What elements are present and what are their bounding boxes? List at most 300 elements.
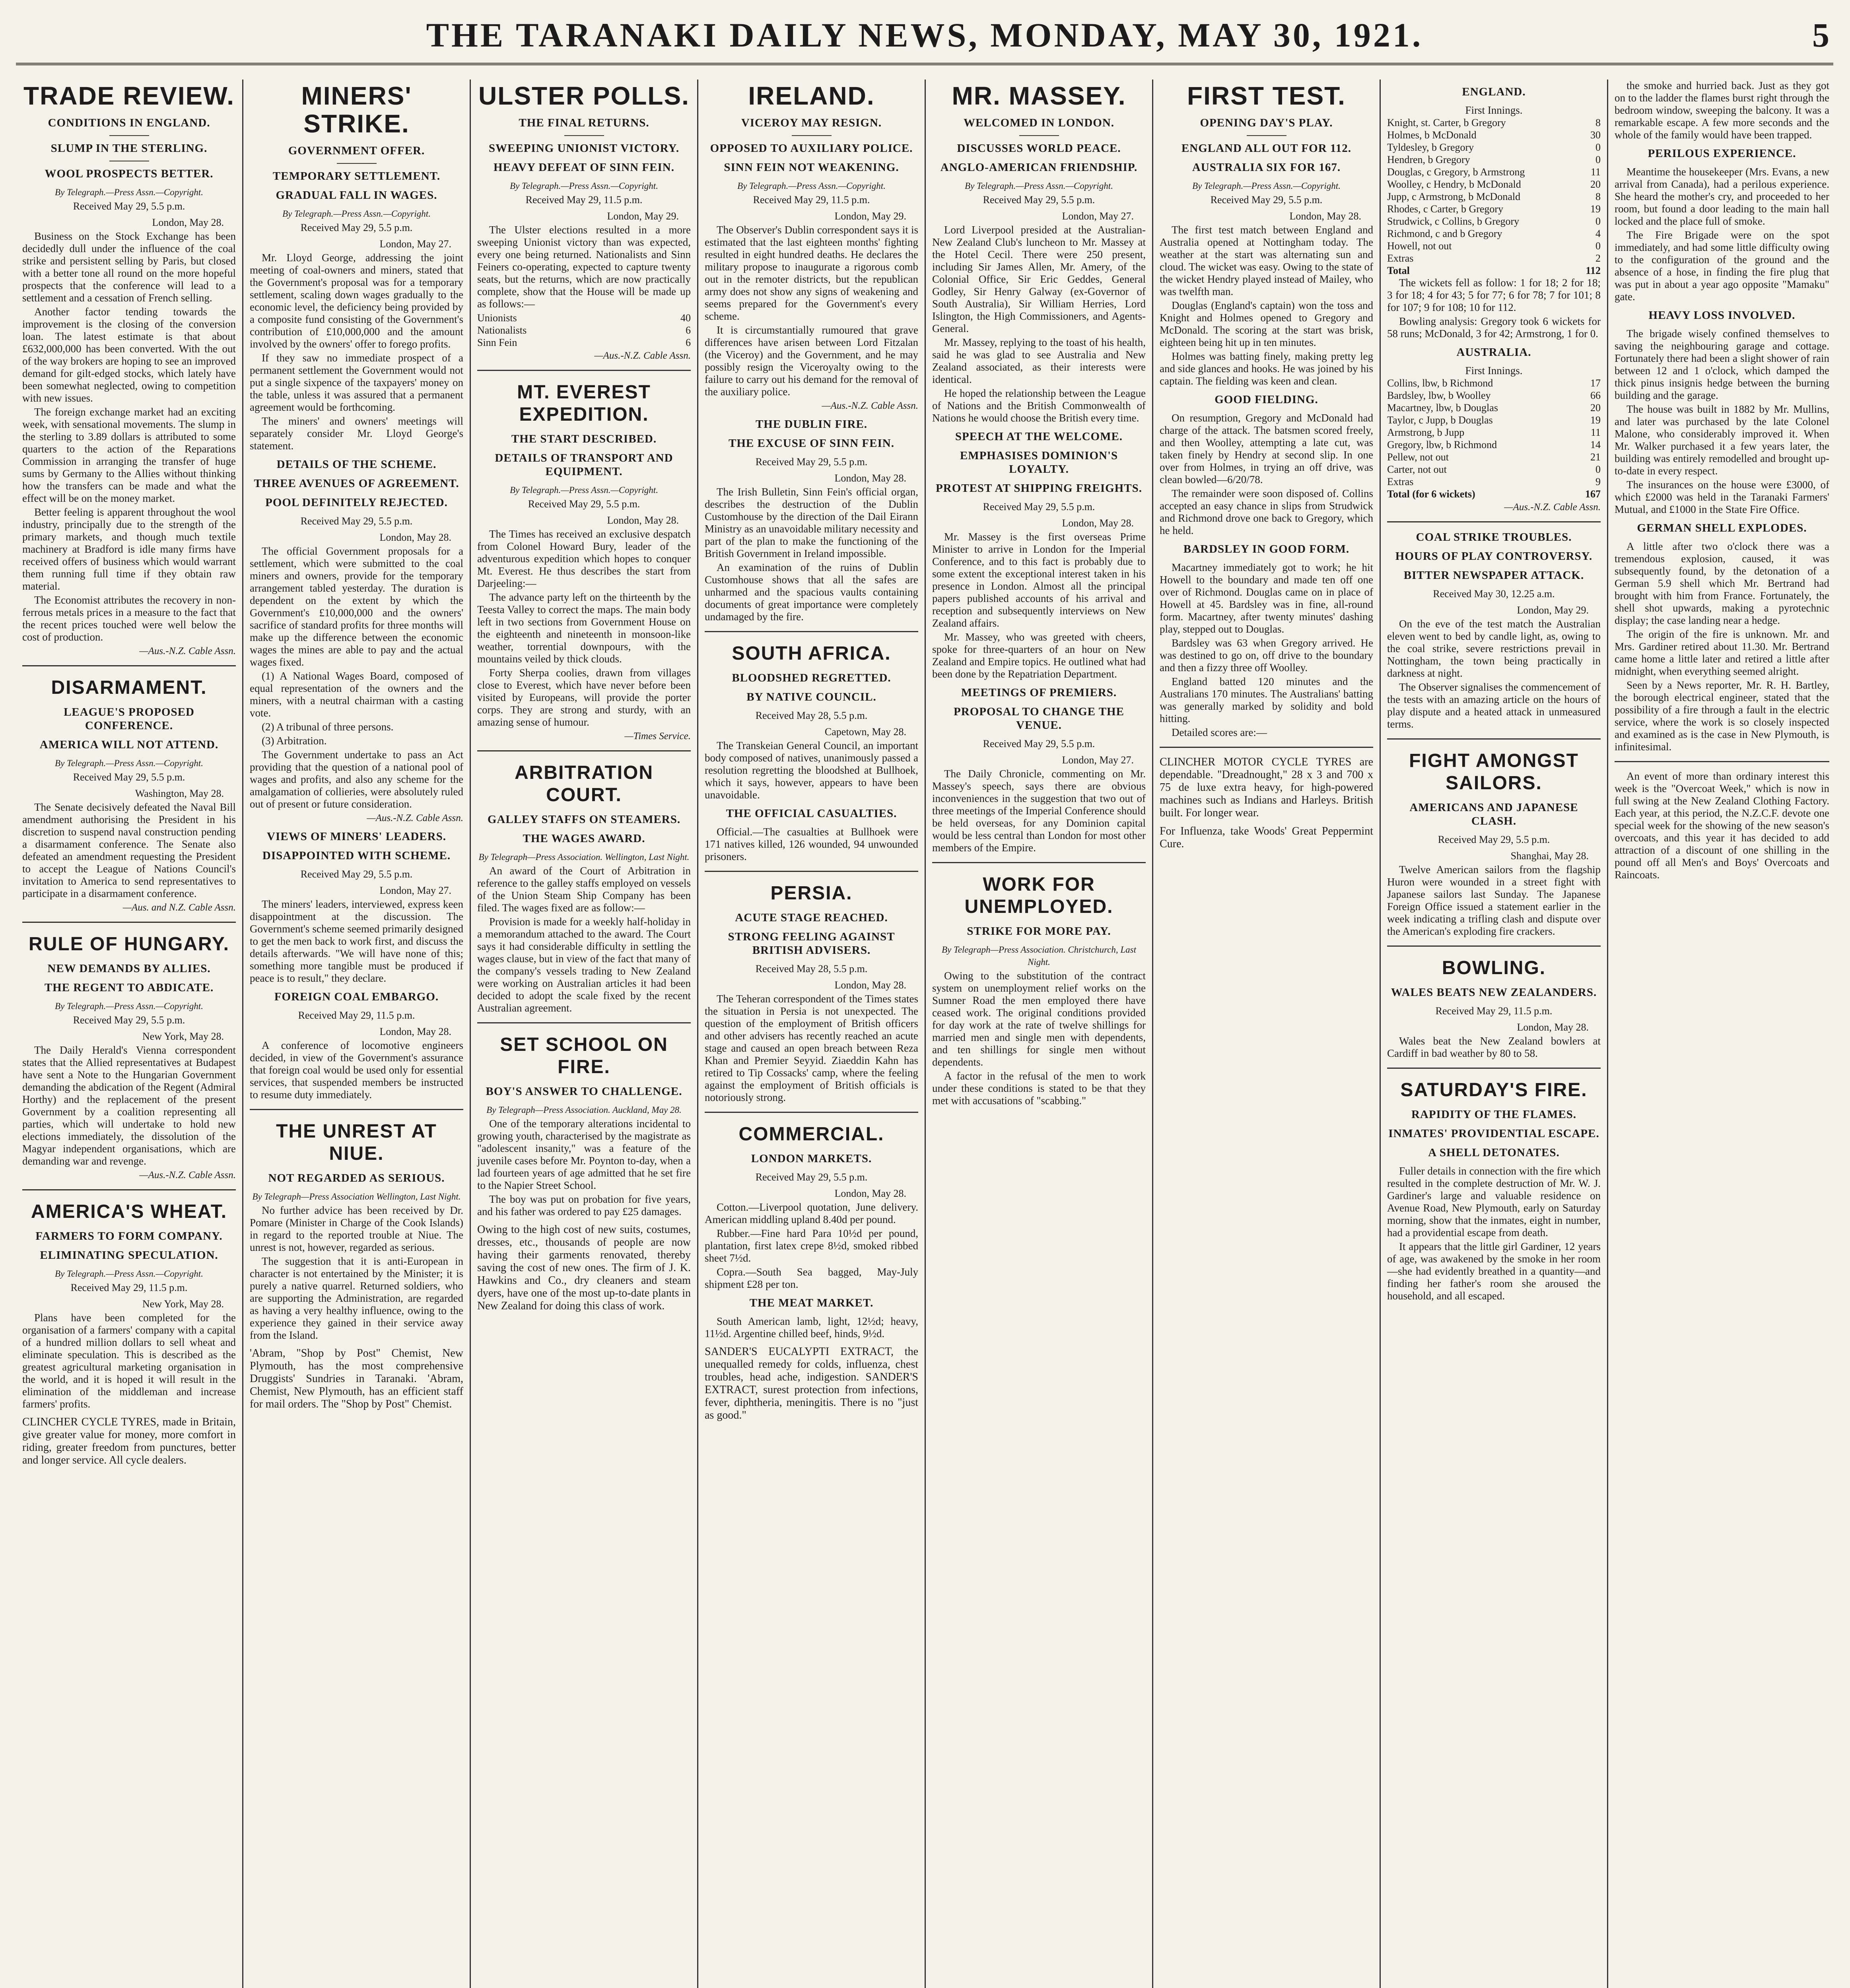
runs-value: 19 (1590, 203, 1601, 215)
paragraph: It appears that the little girl Gardiner, 12 years of age, was awakened by the smoke in her room—she had evidently breathed in a quantity—and finding her father's room she aroused the household, and all escaped. (1387, 1241, 1601, 1302)
paragraph: Fuller details in connection with the fire which resulted in the complete destruction of Mr. W. J. Gardiner's large and valuable residence on Avenue Road, New Plymouth, early on Saturday morning, show that the inmates, eight in number, had a providential escape from death. (1387, 1165, 1601, 1239)
signature: —Aus.-N.Z. Cable Assn. (1504, 502, 1601, 513)
separator (1615, 761, 1829, 762)
byline: By Telegraph.—Press Assn.—Copyright. (55, 1001, 203, 1011)
batsman-entry: Rhodes, c Carter, b Gregory (1387, 203, 1504, 215)
byline: By Telegraph.—Press Assn.—Copyright. (55, 1269, 203, 1279)
paragraph: Bardsley was 63 when Gregory arrived. He was destined to go on, off drive to the boundary and then a fizzy three off Woolley. (1160, 637, 1373, 674)
subhead: GALLEY STAFFS ON STEAMERS. (487, 813, 681, 826)
subhead: ENGLAND ALL OUT FOR 112. (1181, 142, 1352, 155)
paragraph: Mr. Massey is the first overseas Prime Minister to arrive in London for the Imperial Conference, and to this fact is probably due to some extent the exceptional interest taken in his presence in London. Almost all the principal papers published accounts of his arrival and reception and subsequently interviews on New Zealand affairs. (932, 531, 1146, 629)
dateline: London, May 28. (379, 1026, 451, 1037)
table-row (1387, 240, 1601, 252)
england-total (1387, 264, 1601, 277)
subhead: FOREIGN COAL EMBARGO. (274, 990, 439, 1003)
byline: By Telegraph—Press Association. Wellington, Last Night. (478, 852, 690, 862)
received-line: Received May 29, 5.5 p.m. (73, 1014, 185, 1026)
subhead: THE DUBLIN FIRE. (755, 418, 868, 431)
separator (1387, 521, 1601, 522)
advertisement: CLINCHER CYCLE TYRES, made in Britain, give greater value for money, more comfort in riding, greater freedom from punctures, better and longer service. All cycle dealers. (22, 1416, 236, 1466)
subhead: WELCOMED IN LONDON. (963, 116, 1115, 129)
received-line: Received May 29, 5.5 p.m. (983, 194, 1095, 206)
column-5 (926, 80, 1153, 1988)
columns (16, 80, 1837, 1988)
batsman-entry: Pellew, not out (1387, 451, 1449, 463)
paragraph: The insurances on the house were £3000, of which £2000 was held in the Taranaki Farmers' Mutual, and £1000 in the State Fire Office. (1615, 479, 1829, 515)
paragraph: Copra.—South Sea bagged, May-July shipment £28 per ton. (705, 1266, 918, 1290)
table-row (1387, 153, 1601, 166)
paragraph: The miners' leaders, interviewed, express keen disappointment at the discussion. The Government's scheme seemed primarily designed to get the men back to work first, and discuss the details afterwards. "We will have none of this; something more tangible must be produced if peace is to result," they declare. (250, 898, 463, 984)
subhead: AMERICANS AND JAPANESE CLASH. (1409, 801, 1578, 827)
separator (22, 922, 236, 923)
advertisement: SANDER'S EUCALYPTI EXTRACT, the unequalled remedy for colds, influenza, chest troubles, head ache, indigestion. SANDER'S EXTRACT, surest protection from infections, fever, diphtheria, meningitis. There is no "just as good." (705, 1345, 918, 1421)
paragraph: An award of the Court of Arbitration in reference to the galley staffs employed on vessels of the Union Steam Ship Company has been filed. The wages fixed are as follow:— (477, 865, 691, 914)
batsman-entry: Richmond, c and b Gregory (1387, 228, 1502, 239)
subhead: ACUTE STAGE REACHED. (735, 911, 888, 924)
table-row (1387, 377, 1601, 389)
paragraph: An examination of the ruins of Dublin Customhouse shows that all the safes are unharmed and the spacious vaults containing documents of great importance were completely undamaged by the fire. (705, 561, 918, 623)
list-item: (1) A National Wages Board, composed of equal representation of the owners and the miners, with a neutral chairman with a casting vote. (250, 670, 463, 719)
paragraph: Mr. Massey, who was greeted with cheers, spoke for three-quarters of an hour on New Zealand and Empire topics. He outlined what had been done by the Repatriation Department. (932, 631, 1146, 680)
column-1 (16, 80, 243, 1988)
australia-scorecard (1387, 377, 1601, 488)
paragraph: Douglas (England's captain) won the toss and Knight and Holmes opened to Gregory and McDonald. The scoring at the start was brisk, eighteen being hit up in ten minutes. (1160, 299, 1373, 348)
table-row (1387, 439, 1601, 451)
paragraph: The suggestion that it is anti-European in character is not entertained by the Minister; it is purely a native quarrel. Returned soldiers, who are supporting the Administration, are regarded as having a very healthy influence, owing to the experience they gained in their service away from the Island. (250, 1255, 463, 1341)
paragraph: The Observer's Dublin correspondent says it is estimated that the last eighteen months' fighting resulted in eight hundred deaths. He declares the military propose to inaugurate a rigorous comb out in the remoter districts, but the republican army does not show any signs of weakening and seems prepared for the Government's every scheme. (705, 224, 918, 322)
page-number: 5 (1812, 16, 1829, 54)
received-line: Received May 28, 5.5 p.m. (755, 963, 868, 975)
headline-miners-strike: MINERS' STRIKE. (301, 82, 412, 138)
batsman-entry: Gregory, lbw, b Richmond (1387, 439, 1497, 450)
paragraph: The brigade wisely confined themselves to saving the neighbouring garage and cottage. Fortunately there had been a slight shower of rain between 12 and 1 o'clock, which damped the thick pinus insignis hedge between the burning building and the garage. (1615, 328, 1829, 401)
table-row (1387, 463, 1601, 476)
headline-hungary: RULE OF HUNGARY. (29, 934, 229, 955)
received-line: Received May 29, 11.5 p.m. (753, 194, 870, 206)
paragraph: Holmes was batting finely, making pretty leg and side glances and hooks. He was joined by his captain. The fielding was keen and clean. (1160, 350, 1373, 387)
paragraph: The Transkeian General Council, an important body composed of natives, unanimously passed a resolution regretting the bloodshed at Bullhoek, which it says, however, appears to have been unavoidable. (705, 740, 918, 801)
subhead: THE EXCUSE OF SINN FEIN. (729, 437, 894, 450)
column-6 (1153, 80, 1381, 1988)
dateline: London, May 27. (379, 238, 451, 250)
subhead: OPPOSED TO AUXILIARY POLICE. (710, 142, 913, 155)
paragraph: The house was built in 1882 by Mr. Mullins, and later was purchased by the late Colonel Malone, who considerably improved it. When Mr. Walker purchased it a few years later, the building was entirely remodelled and brought up-to-date in every respect. (1615, 403, 1829, 477)
paragraph: The official Government proposals for a settlement, which were submitted to the coal miners and owners, provide for the temporary arrangement tabled yesterday. The duration is dependent on the extent by which the Government's £10,000,000 and the owners' sacrifice of standard profits for three months will make up the difference between the economic wages the mines are able to pay and the actual wages fixed. (250, 545, 463, 668)
subhead: BOY'S ANSWER TO CHALLENGE. (486, 1085, 682, 1098)
headline-everest: MT. EVEREST EXPEDITION. (517, 382, 651, 425)
australia-total (1387, 488, 1601, 500)
newspaper-title: THE TARANAKI DAILY NEWS, MONDAY, MAY 30, 1921. (426, 16, 1423, 54)
paragraph: If they saw no immediate prospect of a permanent settlement the Government would not put a single sixpence of the taxpayers' money on the table, unless it was assured that a permanent agreement would be forthcoming. (250, 352, 463, 413)
headline-saturday-fire: SATURDAY'S FIRE. (1400, 1079, 1588, 1101)
subhead: HOURS OF PLAY CONTROVERSY. (1395, 550, 1593, 563)
paragraph: The boy was put on probation for five years, and his father was ordered to pay £25 damages. (477, 1193, 691, 1217)
headline-bowling: BOWLING. (1442, 957, 1546, 978)
dateline: New York, May 28. (142, 1298, 224, 1310)
results-table (477, 312, 691, 349)
paragraph: The Daily Herald's Vienna correspondent states that the Allied representatives at Budapest have sent a Note to the Hungarian Government demanding the abdication of the Regent (Admiral Horthy) and the replacement of the present Government by a coalition representing all parties, which will undertake to hold new elections immediately, the dissolution of the Magyar independent organisations, which are demanding war and revenge. (22, 1044, 236, 1167)
runs-value: 0 (1595, 240, 1601, 252)
received-line: Received May 29, 5.5 p.m. (300, 868, 413, 880)
runs-value: 0 (1595, 215, 1601, 227)
paragraph: The Observer signalises the commencement of the tests with an amazing article on the hours of play dispute and a heated attack in unmeasured terms. (1387, 681, 1601, 730)
party-name: Nationalists (477, 324, 527, 336)
paragraph: On resumption, Gregory and McDonald had charge of the attack. The batsmen scored freely, and then Woolley, attempting a late cut, was taken finely by Hendry at second slip. In one over from Holmes, in trying an off drive, was clean bowled—6/20/78. (1160, 412, 1373, 485)
list-item: (2) A tribunal of three persons. (262, 721, 394, 733)
subhead: A SHELL DETONATES. (1428, 1146, 1560, 1159)
subhead: SINN FEIN NOT WEAKENING. (724, 161, 899, 174)
subhead: THE WAGES AWARD. (523, 832, 645, 845)
dateline: London, May 27. (1062, 754, 1134, 766)
runs-value: 9 (1595, 476, 1601, 487)
paragraph: Detailed scores are:— (1172, 726, 1267, 738)
paragraph: Cotton.—Liverpool quotation, June delivery. American middling upland 8.40d per pound. (705, 1201, 918, 1225)
table-row (1387, 116, 1601, 129)
received-line: Received May 29, 11.5 p.m. (525, 194, 643, 206)
subhead: AMERICA WILL NOT ATTEND. (39, 738, 219, 751)
received-line: Received May 29, 5.5 p.m. (983, 501, 1095, 513)
table-row (1387, 426, 1601, 439)
table-row (1387, 264, 1601, 277)
separator (705, 631, 918, 632)
separator (477, 750, 691, 751)
paragraph: Meantime the housekeeper (Mrs. Evans, a new arrival from Canada), had a perilous experience. She heard the mother's cry, and proceeded to her room, but found a door leading to the main hall locked and the place full of smoke. (1615, 166, 1829, 227)
batsman-entry: Holmes, b McDonald (1387, 129, 1477, 141)
signature: —Aus.-N.Z. Cable Assn. (139, 1170, 236, 1180)
table-row (477, 312, 691, 324)
runs-value: 14 (1590, 439, 1601, 450)
headline-school-fire: SET SCHOOL ON FIRE. (500, 1034, 668, 1077)
batsman-entry: Tyldesley, b Gregory (1387, 142, 1474, 153)
subhead: BY NATIVE COUNCIL. (746, 691, 876, 703)
innings-label: First Innings. (1465, 104, 1523, 116)
subhead: DETAILS OF THE SCHEME. (276, 458, 437, 471)
subhead: NOT REGARDED AS SERIOUS. (268, 1172, 445, 1184)
paragraph: The Senate decisively defeated the Naval Bill amendment authorising the President in his discretion to suspend naval construction pending a disarmament conference. The Senate also defeated an amendment requesting the President to accept the League of Nations Council's invitation to America to send representatives to participate in a disarmament conference. (22, 801, 236, 899)
paragraph: On the eve of the test match the Australian eleven went to bed by candle light, as, owing to the coal strike, severe restrictions prevail in Nottingham, the town being practically in darkness at night. (1387, 618, 1601, 679)
paragraph: The miners' and owners' meetings will separately consider Mr. Lloyd George's statement. (250, 415, 463, 452)
received-line: Received May 29, 5.5 p.m. (755, 1171, 868, 1183)
runs-value: 20 (1590, 179, 1601, 190)
runs-value: 8 (1595, 117, 1601, 128)
paragraph: Rubber.—Fine hard Para 10½d per pound, plantation, first latex crepe 8½d, smoked ribbed sheet 7½d. (705, 1227, 918, 1264)
paragraph: Better feeling is apparent throughout the wool industry, principally due to the strength of the primary markets, and though much textile machinery at Bradford is idle many firms have received offers of business which would warrant them running full time if they obtain raw material. (22, 506, 236, 592)
total-value: 112 (1586, 265, 1601, 276)
batsman-entry: Collins, lbw, b Richmond (1387, 377, 1493, 389)
paragraph: Owing to the substitution of the contract system on unemployment relief works on the Sumner Road the men employed there have ceased work. The original conditions provided for day work at the rate of twelve shillings for married men and single men with dependents, and ten shillings for single men without dependents. (932, 970, 1146, 1068)
dateline: London, May 29. (834, 210, 906, 222)
dateline: London, May 28. (1289, 210, 1361, 222)
runs-value: 19 (1590, 414, 1601, 426)
subhead: SWEEPING UNIONIST VICTORY. (488, 142, 680, 155)
batsman-entry: Strudwick, c Collins, b Gregory (1387, 215, 1520, 227)
headline-unrest-niue: THE UNREST AT NIUE. (276, 1121, 437, 1164)
table-row (1387, 227, 1601, 240)
separator (477, 1022, 691, 1023)
paragraph: A factor in the refusal of the men to work under these conditions is stated to be that they met with accusations of "scabbing." (932, 1070, 1146, 1107)
dateline: London, May 28. (379, 532, 451, 543)
separator (705, 1112, 918, 1113)
subhead: DETAILS OF TRANSPORT AND EQUIPMENT. (495, 452, 673, 478)
separator (1160, 747, 1373, 748)
total-label: Total (for 6 wickets) (1387, 488, 1475, 500)
signature: —Times Service. (624, 731, 691, 742)
paragraph: England batted 120 minutes and the Australians 170 minutes. The Australians' batting was generally marked by solidity and bold hitting. (1160, 676, 1373, 724)
batsman-entry: Knight, st. Carter, b Gregory (1387, 117, 1506, 128)
separator (22, 665, 236, 666)
paragraph: The Government undertake to pass an Act providing that the question of a national pool of wages and profits, and also any scheme for the amalgamation of collieries, were absolutely ruled out of present or future consideration. (250, 749, 463, 810)
runs-value: 20 (1590, 402, 1601, 414)
paragraph: He hoped the relationship between the League of Nations and the British Commonwealth of Nations he would choose the British every time. (932, 387, 1146, 424)
dateline: London, May 28. (834, 979, 906, 991)
divider (1019, 135, 1059, 136)
subhead: DISAPPOINTED WITH SCHEME. (262, 849, 451, 862)
paragraph: Macartney immediately got to work; he hit Howell to the boundary and made ten off one over of Richmond. Douglas came on in place of Howell at 45. Bardsley was in fine, all-round form. Macartney, after twenty minutes' dashing play, stepped out to Douglas. (1160, 561, 1373, 635)
subhead: TEMPORARY SETTLEMENT. (272, 170, 441, 182)
received-line: Received May 29, 5.5 p.m. (1438, 834, 1550, 845)
received-line: Received May 29, 5.5 p.m. (73, 771, 185, 783)
runs-value: 11 (1590, 427, 1601, 438)
dateline: New York, May 28. (142, 1031, 224, 1042)
byline: By Telegraph—Press Association Wellington, Last Night. (252, 1192, 461, 1202)
paragraph: The Fire Brigade were on the spot immediately, and had some little difficulty owing to the configuration of the ground and the absence of a hose, in finding the fire plug that was put in about a year ago opposite "Mamaku" gate. (1615, 229, 1829, 303)
paragraph: Lord Liverpool presided at the Australian-New Zealand Club's luncheon to Mr. Massey at the Hotel Cecil. There were 250 present, including Sir James Allen, Mr. Amery, of the Colonial Office, Sir Eric Geddes, General Godley, Sir Henry Galway (ex-Governor of South Australia), Sir William Herries, Lord Islington, the High Commissioners, and Agents-General. (932, 224, 1146, 334)
innings-label: First Innings. (1465, 365, 1523, 377)
dateline: London, May 28. (607, 514, 679, 526)
headline-ulster-polls: ULSTER POLLS. (478, 82, 690, 110)
column-4 (698, 80, 926, 1988)
paragraph: Mr. Massey, replying to the toast of his health, said he was glad to see Australia and New Zealand associated, as their interests were identical. (932, 336, 1146, 385)
party-name: Sinn Fein (477, 337, 517, 348)
dateline: London, May 29. (607, 210, 679, 222)
headline-disarmament: DISARMAMENT. (51, 677, 207, 698)
received-line: Received May 29, 11.5 p.m. (298, 1010, 415, 1021)
table-row (1387, 402, 1601, 414)
subhead: STRIKE FOR MORE PAY. (967, 925, 1111, 938)
table-row (477, 324, 691, 336)
headline-ireland: IRELAND. (748, 82, 875, 110)
paragraph: The Times has received an exclusive despatch from Colonel Howard Bury, leader of the adventurous expedition which hopes to conquer Mt. Everest. He thus describes the start from Darjeeling:— (477, 528, 691, 589)
table-row (1387, 166, 1601, 178)
table-row (1387, 252, 1601, 264)
batsman-entry: Woolley, c Hendry, b McDonald (1387, 179, 1521, 190)
paragraph: Forty Sherpa coolies, drawn from villages close to Everest, which have never before been visited by Europeans, will provide the porter corps. They are strong and sturdy, with an amazing sense of humour. (477, 667, 691, 728)
table-row (1387, 141, 1601, 153)
separator (22, 1189, 236, 1190)
subhead: PERILOUS EXPERIENCE. (1648, 147, 1796, 160)
byline: By Telegraph.—Press Assn.—Copyright. (737, 181, 886, 191)
paragraph: No further advice has been received by Dr. Pomare (Minister in Charge of the Cook Islands) in regard to the reported trouble at Niue. The unrest is not, however, regarded as serious. (250, 1204, 463, 1253)
england-scorecard (1387, 116, 1601, 264)
batsman-entry: Extras (1387, 252, 1414, 264)
received-line: Received May 29, 5.5 p.m. (983, 738, 1095, 749)
masthead (16, 7, 1833, 65)
byline: By Telegraph.—Press Assn.—Copyright. (510, 181, 658, 191)
runs-value: 0 (1595, 142, 1601, 153)
received-line: Received May 29, 5.5 p.m. (1210, 194, 1323, 206)
list-item: (3) Arbitration. (262, 735, 327, 747)
subhead: SPEECH AT THE WELCOME. (955, 430, 1123, 443)
column-3 (471, 80, 698, 1988)
table-row (1387, 389, 1601, 402)
total-value: 167 (1585, 488, 1601, 500)
subhead: BARDSLEY IN GOOD FORM. (1183, 543, 1350, 555)
byline: By Telegraph.—Press Assn.—Copyright. (510, 485, 658, 495)
subhead: GERMAN SHELL EXPLODES. (1637, 522, 1807, 534)
runs-value: 4 (1595, 228, 1601, 239)
separator (250, 1109, 463, 1110)
column-8 (1608, 80, 1836, 1988)
advertisement: For Influenza, take Woods' Great Peppermint Cure. (1160, 825, 1373, 850)
divider (337, 163, 377, 164)
dateline: London, May 28. (152, 217, 224, 228)
subhead: OPENING DAY'S PLAY. (1200, 116, 1333, 129)
headline-arbitration: ARBITRATION COURT. (514, 762, 654, 806)
table-row (1387, 178, 1601, 190)
received-line: Received May 29, 11.5 p.m. (1435, 1005, 1553, 1017)
paragraph: Seen by a News reporter, Mr. R. H. Bartley, the borough electrical engineer, stated that the possibility of a fire through a fault in the electric service, where the work is so closely inspected and examined as is the case in New Plymouth, is infinitesimal. (1615, 679, 1829, 753)
subhead: HEAVY DEFEAT OF SINN FEIN. (494, 161, 674, 174)
subhead: LONDON MARKETS. (751, 1152, 872, 1165)
table-row (1387, 129, 1601, 141)
separator (705, 871, 918, 872)
paragraph: A little after two o'clock there was a tremendous explosion, caused, it was subsequently found, by the detonation of a German 5.9 shell which Mr. Bertrand had brought with him from France. Fortunately, the shell shot upwards, making a pyrotechnic display; the case landing near a hedge. (1615, 540, 1829, 626)
dateline: London, May 28. (834, 1188, 906, 1199)
received-line: Received May 29, 5.5 p.m. (73, 200, 185, 212)
paragraph: The origin of the fire is unknown. Mr. and Mrs. Gardiner retired about 11.30. Mr. Bertrand came home a little later and retired a little after midnight, when everything seemed alright. (1615, 628, 1829, 677)
subhead: HEAVY LOSS INVOLVED. (1648, 309, 1796, 322)
paragraph: The Daily Chronicle, commenting on Mr. Massey's speech, says there are obvious inconveniences in the suggestion that two out of three meetings of the Imperial Conference should be held overseas, for any Dominion capital would be less central than London for most other members of the Empire. (932, 768, 1146, 854)
subhead: NEW DEMANDS BY ALLIES. (47, 962, 211, 975)
headline-mr-massey: MR. MASSEY. (952, 82, 1126, 110)
paragraph: Another factor tending towards the improvement is the closing of the conversion loan. The latest estimate is that about £632,000,000 has been converted. With the out of the way brokers are hoping to see an improved demand for gilt-edged stocks, which lately have been somewhat neglected, owing to competition with new issues. (22, 306, 236, 404)
dateline: Washington, May 28. (135, 788, 224, 799)
advertisement: 'Abram, "Shop by Post" Chemist, New Plymouth, has the most comprehensive Druggists' Sundries in Taranaki. 'Abram, Chemist, New Plymouth, has an efficient staff for mail orders. The "Shop by Post" Chemist. (250, 1347, 463, 1410)
paragraph: Official.—The casualties at Bullhoek were 171 natives killed, 126 wounded, 94 unwounded prisoners. (705, 826, 918, 862)
subhead: POOL DEFINITELY REJECTED. (265, 496, 448, 509)
headline-persia: PERSIA. (770, 883, 853, 904)
signature: —Aus.-N.Z. Cable Assn. (594, 350, 691, 361)
runs-value: 0 (1595, 464, 1601, 475)
subhead: GOOD FIELDING. (1215, 393, 1318, 406)
paragraph: It is circumstantially rumoured that grave differences have arisen between Lord Fitzalan (the Viceroy) and the Government, and he may possibly resign the Viceroyalty owing to the failure to carry out his demand for the removal of the auxiliary police. (705, 324, 918, 398)
separator (477, 370, 691, 371)
byline: By Telegraph—Press Association. Auckland, May 28. (486, 1105, 682, 1115)
batsman-entry: Hendren, b Gregory (1387, 154, 1470, 165)
paragraph: The remainder were soon disposed of. Collins accepted an easy chance in slips from Strudwick and Richmond drove one back to Gregory, which he held. (1160, 487, 1373, 536)
signature: —Aus.-N.Z. Cable Assn. (367, 813, 463, 823)
paragraph: An event of more than ordinary interest this week is the "Overcoat Week," which is now in full swing at the New Zealand Clothing Factory. Each year, at this period, the N.Z.C.F. devote one special week for the showing of the new season's overcoats, and this year it has decided to add attraction of a discount of one shilling in the pound off all Men's and Boys' Overcoats and Raincoats. (1615, 770, 1829, 881)
dateline: London, May 28. (1062, 517, 1134, 529)
batsman-entry: Howell, not out (1387, 240, 1452, 252)
dateline: Capetown, May 28. (824, 726, 906, 738)
divider (792, 135, 832, 136)
subhead: BITTER NEWSPAPER ATTACK. (1403, 569, 1584, 582)
runs-value: 11 (1590, 166, 1601, 178)
subhead: CONDITIONS IN ENGLAND. (48, 116, 210, 129)
signature: —Aus.-N.Z. Cable Assn. (139, 646, 236, 656)
subhead: FARMERS TO FORM COMPANY. (35, 1230, 223, 1242)
batsman-entry: Armstrong, b Jupp (1387, 427, 1465, 438)
batsman-entry: Macartney, lbw, b Douglas (1387, 402, 1498, 414)
subhead: THREE AVENUES OF AGREEMENT. (254, 477, 459, 490)
byline: By Telegraph.—Press Assn.—Copyright. (55, 758, 203, 768)
runs-value: 66 (1590, 390, 1601, 401)
subhead: GRADUAL FALL IN WAGES. (276, 189, 437, 202)
table-row (1387, 215, 1601, 227)
headline-trade-review: TRADE REVIEW. (23, 82, 235, 110)
received-line: Received May 28, 5.5 p.m. (755, 710, 868, 721)
headline-commercial: COMMERCIAL. (738, 1124, 884, 1145)
byline: By Telegraph—Press Association. Christchurch, Last Night. (942, 945, 1136, 967)
runs-value: 2 (1595, 252, 1601, 264)
subhead: THE START DESCRIBED. (511, 433, 657, 445)
byline: By Telegraph.—Press Assn.—Copyright. (55, 187, 203, 197)
paragraph: Business on the Stock Exchange has been decidedly dull under the influence of the coal strike and persistent selling by Paris, but closed with a better tone all round on the more hopeful prospects that the conference will lead to a settlement and a cessation of French selling. (22, 230, 236, 304)
party-name: Unionists (477, 312, 517, 324)
byline: By Telegraph.—Press Assn.—Copyright. (965, 181, 1113, 191)
table-row (1387, 414, 1601, 426)
headline-sailors-fight: FIGHT AMONGST SAILORS. (1409, 750, 1579, 794)
headline-americas-wheat: AMERICA'S WHEAT. (31, 1201, 227, 1222)
batsman-entry: Douglas, c Gregory, b Armstrong (1387, 166, 1525, 178)
signature: —Aus.-N.Z. Cable Assn. (822, 400, 918, 411)
seat-count: 6 (686, 337, 691, 348)
dateline: London, May 28. (834, 472, 906, 484)
paragraph: Plans have been completed for the organisation of a farmers' company with a capital of a hundred million dollars to sell wheat and eliminate speculation. This is described as the greatest agricultural marketing organisation in the world, and it is hoped it will result in the elimination of the middleman and increase farmers' profits. (22, 1312, 236, 1410)
paragraph: The Economist attributes the recovery in non-ferrous metals prices in a measure to the fact that the recent prices touched were well below the cost of production. (22, 594, 236, 643)
received-line: Received May 29, 5.5 p.m. (755, 456, 868, 468)
paragraph: One of the temporary alterations incidental to growing youth, characterised by the magistrate as "adolescent insanity," was a feature of the juvenile cases before Mr. Poynton to-day, when a lad fourteen years of age admitted that he set fire to the Napier Street School. (477, 1118, 691, 1191)
batsman-entry: Bardsley, lbw, b Woolley (1387, 390, 1491, 401)
team-heading: AUSTRALIA. (1456, 346, 1531, 359)
subhead: DISCUSSES WORLD PEACE. (957, 142, 1121, 155)
paragraph: The Irish Bulletin, Sinn Fein's official organ, describes the destruction of the Dublin Customhouse by the direction of the Dail Eirann Ministry as an unavoidable military necessity and part of the plan to make the functioning of the British Government in Ireland impossible. (705, 486, 918, 559)
dateline: London, May 28. (1517, 1021, 1589, 1033)
paragraph: The Ulster elections resulted in a more sweeping Unionist victory than was expected, every one being returned. Nationalists and Sinn Feiners co-operating, expected to capture twenty seats, but the returns, which are now practically complete, show that the House will be made up as follows:— (477, 224, 691, 310)
subhead: VICEROY MAY RESIGN. (741, 116, 882, 129)
divider (109, 135, 149, 136)
subhead: THE REGENT TO ABDICATE. (44, 981, 214, 994)
subhead: PROPOSAL TO CHANGE THE VENUE. (954, 705, 1124, 732)
column-2 (243, 80, 471, 1988)
headline-first-test: FIRST TEST. (1187, 82, 1346, 110)
subhead: COAL STRIKE TROUBLES. (1416, 531, 1572, 544)
received-line: Received May 29, 5.5 p.m. (528, 498, 640, 510)
paragraph: Provision is made for a weekly half-holiday in a memorandum attached to the award. The Court says it had considerable difficulty in settling the wages clause, but in view of the fact that many of the company's vessels trading to New Zealand were working on Australian articles it had been decided to adopt the scale fixed by the recent Australian agreement. (477, 916, 691, 1014)
paragraph: The advance party left on the thirteenth by the Teesta Valley to correct the maps. The main body left in two sections from Government House on the eighteenth and nineteenth in monsoon-like weather, torrential downpours, with the mountains veiled by thick clouds. (477, 591, 691, 665)
received-line: Received May 30, 12.25 a.m. (1433, 588, 1555, 600)
total-label: Total (1387, 265, 1410, 276)
table-row (1387, 190, 1601, 203)
dateline: London, May 27. (379, 885, 451, 896)
divider (564, 135, 604, 136)
table-row (1387, 488, 1601, 500)
batsman-entry: Jupp, c Armstrong, b McDonald (1387, 191, 1521, 202)
dateline: Shanghai, May 28. (1510, 850, 1589, 862)
subhead: PROTEST AT SHIPPING FREIGHTS. (936, 482, 1142, 495)
runs-value: 21 (1590, 451, 1601, 463)
subhead: BLOODSHED REGRETTED. (732, 672, 891, 684)
signature: —Aus. and N.Z. Cable Assn. (122, 902, 236, 913)
paragraph: the smoke and hurried back. Just as they got on to the ladder the flames burst right through the bedroom window, sweeping the balcony. It was a remarkable escape. A few more seconds and the whole of the family would have been trapped. (1615, 80, 1829, 141)
column-7 (1381, 80, 1608, 1988)
runs-value: 8 (1595, 191, 1601, 202)
table-row (1387, 451, 1601, 463)
subhead: VIEWS OF MINERS' LEADERS. (267, 830, 446, 843)
headline-work-unemployed: WORK FOR UNEMPLOYED. (964, 874, 1113, 917)
table-row (477, 336, 691, 349)
